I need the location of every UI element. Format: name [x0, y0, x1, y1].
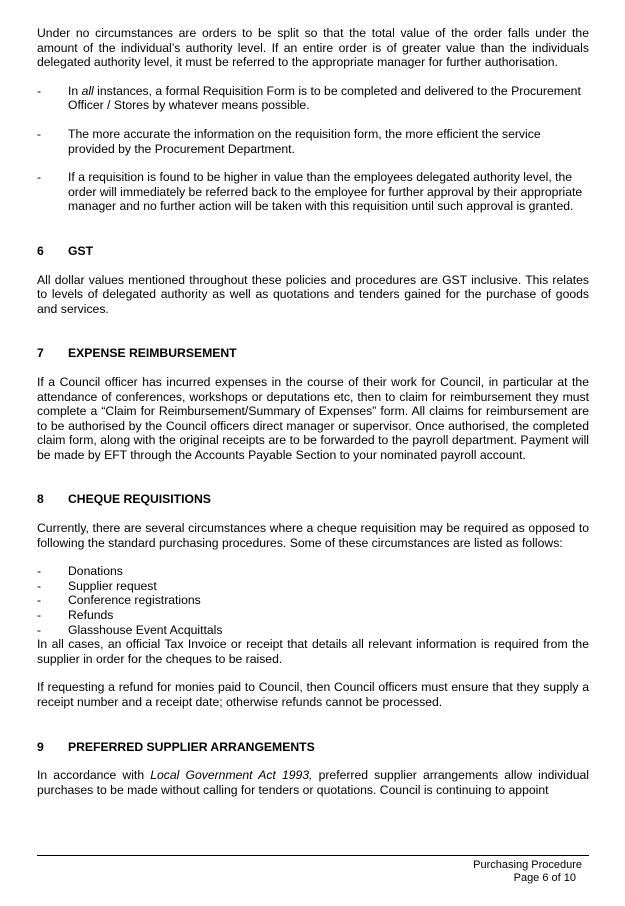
section-heading-preferred-supplier	[37, 740, 589, 755]
bullet-dash: -	[37, 564, 42, 579]
list-item	[37, 127, 589, 156]
expense-paragraph: If a Council officer has incurred expenses in the course of their work for Council, in particular at the attendance of conferences, workshops or deputations etc, then to claim for reimbursement they must complete a “Claim for Reimbursement/Summary of Expenses” form. All claims for reimbursement are to be authorised by the Council officers direct manager or supervisor. Once authorised, the completed claim form, along with the original receipts are to be forwarded to the payroll department. Payment will be made by EFT through the Accounts Payable Section to your nominated payroll account.	[37, 374, 589, 462]
bullet-text	[68, 84, 589, 113]
preferred-supplier-paragraph	[37, 768, 589, 797]
cheque-circumstances-list	[37, 564, 589, 637]
bullet-text-part: In	[68, 83, 82, 98]
list-item	[37, 623, 589, 638]
section-heading-cheque-requisitions	[37, 492, 589, 507]
bullet-dash: -	[37, 608, 42, 623]
list-item-text: Conference registrations	[68, 593, 201, 608]
bullet-dash: -	[37, 622, 42, 637]
cheque-refund-paragraph: If requesting a refund for monies paid to Council, then Council officers must ensure that they supply a receipt number and a receipt date; otherwise refunds cannot be processed.	[37, 680, 589, 709]
cheque-intro-paragraph: Currently, there are several circumstances where a cheque requisition may be required as opposed to following the standard purchasing procedures. Some of these circumstances are listed as follows:	[37, 521, 589, 550]
bullet-text: The more accurate the information on the requisition form, the more efficient the service provided by the Procurement Department.	[68, 126, 541, 156]
page-footer	[473, 859, 582, 885]
section-number: 7	[37, 346, 44, 361]
bullet-text-part: instances, a formal Requisition Form is to be completed and delivered to the Procurement Officer / Stores by whatever means possible.	[68, 83, 581, 113]
cheque-tax-invoice-paragraph: In all cases, an official Tax Invoice or receipt that details all relevant information is required from the supplier in order for the cheques to be raised.	[37, 637, 589, 666]
intro-paragraph: Under no circumstances are orders to be split so that the total value of the order falls under the amount of the individual’s authority level. If an entire order is of greater value than the individuals delegated authority level, it must be referred to the appropriate manager for further authorisation.	[37, 26, 589, 70]
list-item	[37, 170, 589, 214]
gst-paragraph: All dollar values mentioned throughout these policies and procedures are GST inclusive. This relates to levels of delegated authority as well as quotations and tenders gained for the purchase of goods and services.	[37, 272, 589, 316]
list-item-text: Donations	[68, 564, 123, 579]
list-item-text: Glasshouse Event Acquittals	[68, 622, 223, 637]
bullet-dash: -	[37, 170, 42, 185]
footer-divider	[37, 855, 589, 856]
section-number: 8	[37, 492, 44, 507]
act-reference: Local Government Act 1993,	[150, 768, 313, 783]
section-title: EXPENSE REIMBURSEMENT	[68, 346, 237, 361]
bullet-emphasis: all	[81, 83, 94, 98]
list-item	[37, 608, 589, 623]
bullet-dash: -	[37, 83, 42, 98]
bullet-dash: -	[37, 126, 42, 141]
intro-bullet-list	[37, 84, 589, 214]
bullet-dash: -	[37, 593, 42, 608]
list-item	[37, 593, 589, 608]
footer-page-number: Page 6 of 10	[513, 872, 576, 884]
paragraph-text-part: preferred supplier arrangements allow individual purchases to be made without calling for tenders or quotations. Council is continuing to appoint	[37, 768, 589, 797]
list-item-text: Refunds	[68, 608, 114, 623]
bullet-dash: -	[37, 578, 42, 593]
footer-document-title: Purchasing Procedure	[473, 859, 582, 871]
bullet-text: If a requisition is found to be higher in value than the employees delegated authority level, the order will immediately be referred back to the employee for further approval by their appropriate manager and no further action will be taken with this requisition until such approval is granted.	[68, 170, 583, 214]
document-body	[37, 26, 589, 797]
section-title: PREFERRED SUPPLIER ARRANGEMENTS	[68, 739, 315, 754]
section-number: 6	[37, 243, 44, 258]
section-heading-expense-reimbursement	[37, 346, 589, 361]
section-number: 9	[37, 739, 44, 754]
section-title: CHEQUE REQUISITIONS	[68, 492, 211, 507]
section-title: GST	[68, 243, 94, 258]
paragraph-text-part: In accordance with	[37, 768, 151, 783]
section-heading-gst	[37, 244, 589, 259]
list-item	[37, 579, 589, 594]
list-item-text: Supplier request	[68, 578, 157, 593]
list-item	[37, 564, 589, 579]
list-item	[37, 84, 589, 113]
